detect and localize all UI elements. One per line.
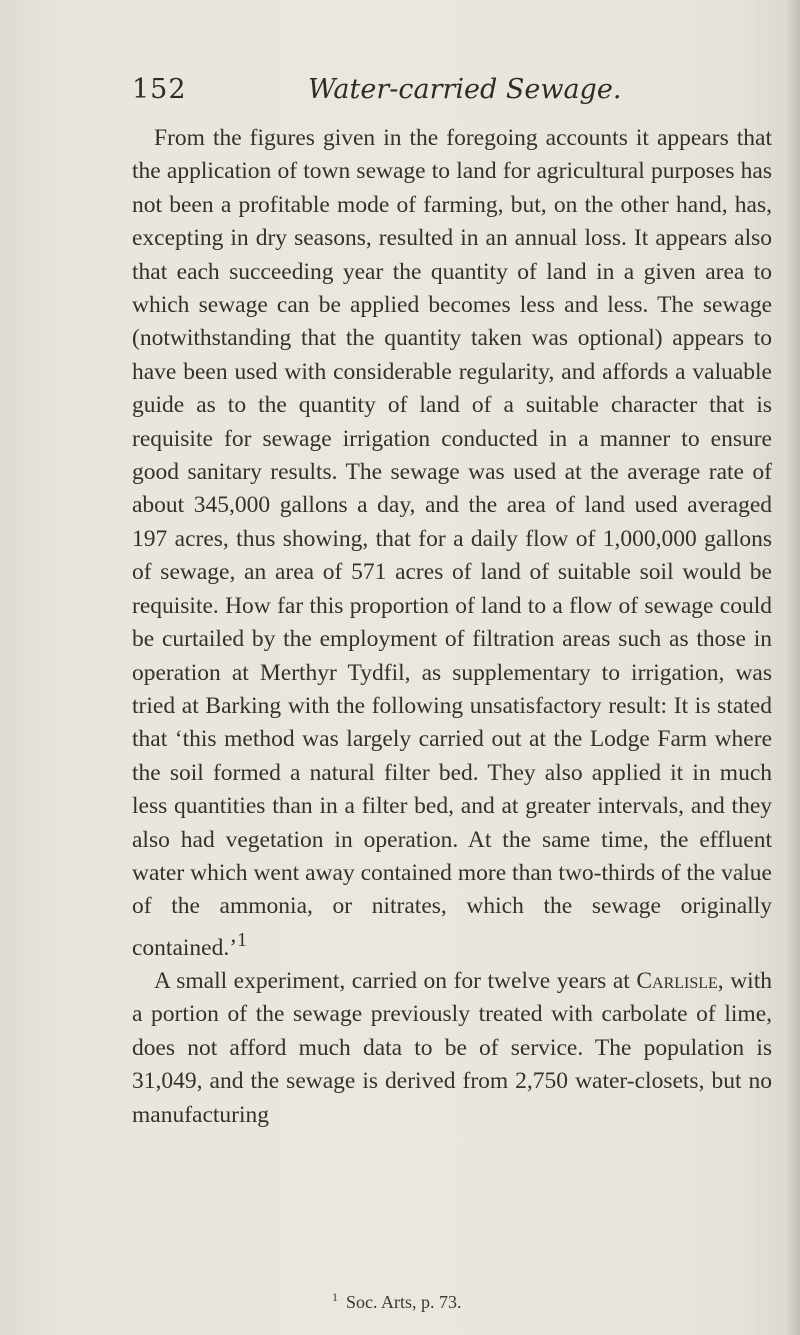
paragraph-2 [132,965,772,1132]
paragraph-1-text: From the figures given in the foregoing accounts it appears that the application of town sewage to land for agricultural purposes has not been a profitable mode of farming, but, on the other hand, has, excepting in dry seasons, resulted in an annual loss. It appears also that each succeeding year the quantity of land in a given area to which sewage can be applied becomes less and less. The sewage (notwithstanding that the quantity taken was optional) appears to have been used with considerable regularity, and affords a valuable guide as to the quantity of land of a suitable character that is requisite for sewage irrigation conducted in a manner to ensure good sanitary results. The sewage was used at the average rate of about 345,000 gallons a day, and the area of land used averaged 197 acres, thus showing, that for a daily flow of 1,000,000 gallons of sewage, an area of 571 acres of land of suitable soil would be requisite. How far this proportion of land to a flow of sewage could be curtailed by the employment of filtration areas such as those in operation at Merthyr Tydfil, as supplementary to irrigation, was tried at Barking with the following unsatisfactory result: It is stated that ‘this method was largely carried out at the Lodge Farm where the soil formed a natural filter bed. They also applied it in much less quantities than in a filter bed, and at greater intervals, and they also had vegetation in operation. At the same time, the effluent water which went away contained more than two-thirds of the value of the ammonia, or nitrates, which the sewage originally contained.’ [132,125,772,961]
paragraph-1 [132,122,772,965]
body-text [132,122,772,1132]
page-number: 152 [132,74,187,105]
footnote-text: Soc. Arts, p. 73. [346,1292,462,1312]
paragraph-2-start: A small experiment, carried on for twelve years at [154,967,637,994]
page-edge-shadow [786,0,800,1335]
footnote [332,1290,462,1313]
paragraph-2-rest: , with a portion of the sewage previously treated with carbolate of lime, does not afford much data to be of service. The population is 31,049, and the sewage is derived from 2,750 water-closets, but no manufacturing [132,967,772,1128]
footnote-marker: 1 [332,1290,338,1304]
footnote-reference: 1 [237,929,247,951]
place-name-carlisle: Carlisle [636,967,718,994]
running-title: Water-carried Sewage. [308,74,622,105]
page-header [132,74,772,110]
